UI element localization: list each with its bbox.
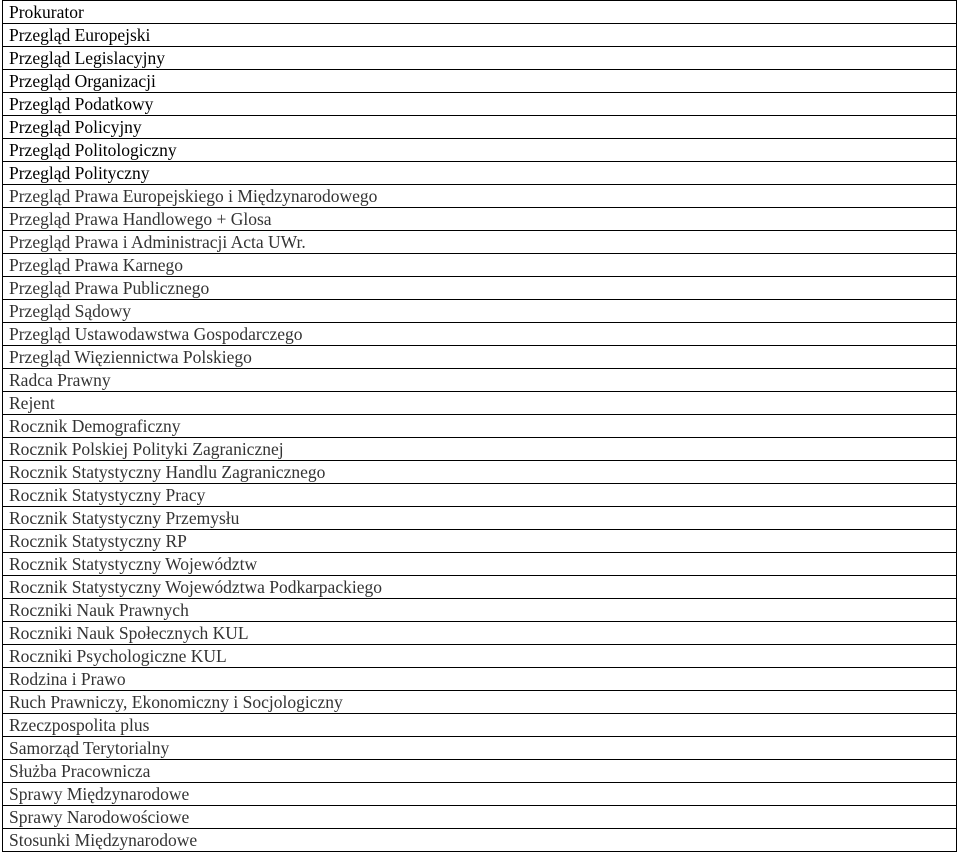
table-row bbox=[3, 277, 957, 300]
journal-cell: Rzeczpospolita plus bbox=[3, 714, 957, 737]
table-row bbox=[3, 185, 957, 208]
table-row bbox=[3, 829, 957, 852]
journal-list-table bbox=[2, 0, 957, 852]
table-row bbox=[3, 1, 957, 24]
table-row bbox=[3, 47, 957, 70]
journal-cell: Radca Prawny bbox=[3, 369, 957, 392]
journal-cell: Roczniki Psychologiczne KUL bbox=[3, 645, 957, 668]
journal-cell: Przegląd Więziennictwa Polskiego bbox=[3, 346, 957, 369]
journal-cell: Przegląd Prawa Handlowego + Glosa bbox=[3, 208, 957, 231]
table-row bbox=[3, 116, 957, 139]
journal-cell: Rocznik Statystyczny Województw bbox=[3, 553, 957, 576]
table-row bbox=[3, 507, 957, 530]
table-row bbox=[3, 139, 957, 162]
table-row bbox=[3, 24, 957, 47]
table-row bbox=[3, 714, 957, 737]
table-row bbox=[3, 208, 957, 231]
table-row bbox=[3, 484, 957, 507]
journal-cell: Przegląd Politologiczny bbox=[3, 139, 957, 162]
journal-cell: Rocznik Statystyczny Pracy bbox=[3, 484, 957, 507]
journal-cell: Ruch Prawniczy, Ekonomiczny i Socjologiczny bbox=[3, 691, 957, 714]
journal-cell: Przegląd Polityczny bbox=[3, 162, 957, 185]
table-row bbox=[3, 415, 957, 438]
journal-cell: Przegląd Legislacyjny bbox=[3, 47, 957, 70]
journal-cell: Rocznik Statystyczny Województwa Podkarpackiego bbox=[3, 576, 957, 599]
table-row bbox=[3, 231, 957, 254]
journal-cell: Przegląd Podatkowy bbox=[3, 93, 957, 116]
journal-cell: Prokurator bbox=[3, 1, 957, 24]
table-row bbox=[3, 576, 957, 599]
table-row bbox=[3, 760, 957, 783]
table-row bbox=[3, 300, 957, 323]
table-row bbox=[3, 93, 957, 116]
table-row bbox=[3, 691, 957, 714]
table-row bbox=[3, 461, 957, 484]
journal-cell: Przegląd Europejski bbox=[3, 24, 957, 47]
journal-cell: Roczniki Nauk Społecznych KUL bbox=[3, 622, 957, 645]
journal-cell: Roczniki Nauk Prawnych bbox=[3, 599, 957, 622]
journal-cell: Przegląd Ustawodawstwa Gospodarczego bbox=[3, 323, 957, 346]
table-row bbox=[3, 530, 957, 553]
table-row bbox=[3, 162, 957, 185]
table-row bbox=[3, 70, 957, 93]
table-row bbox=[3, 806, 957, 829]
journal-cell: Rocznik Statystyczny RP bbox=[3, 530, 957, 553]
table-row bbox=[3, 553, 957, 576]
table-row bbox=[3, 254, 957, 277]
table-row bbox=[3, 668, 957, 691]
journal-cell: Rocznik Polskiej Polityki Zagranicznej bbox=[3, 438, 957, 461]
journal-cell: Rejent bbox=[3, 392, 957, 415]
table-row bbox=[3, 622, 957, 645]
table-row bbox=[3, 645, 957, 668]
journal-cell: Rodzina i Prawo bbox=[3, 668, 957, 691]
journal-cell: Przegląd Policyjny bbox=[3, 116, 957, 139]
table-row bbox=[3, 392, 957, 415]
journal-cell: Przegląd Prawa Karnego bbox=[3, 254, 957, 277]
journal-cell: Przegląd Organizacji bbox=[3, 70, 957, 93]
journal-cell: Samorząd Terytorialny bbox=[3, 737, 957, 760]
table-row bbox=[3, 737, 957, 760]
table-row bbox=[3, 346, 957, 369]
journal-cell: Stosunki Międzynarodowe bbox=[3, 829, 957, 852]
journal-cell: Służba Pracownicza bbox=[3, 760, 957, 783]
table-row bbox=[3, 783, 957, 806]
table-row bbox=[3, 369, 957, 392]
journal-list-body bbox=[3, 1, 957, 852]
journal-cell: Rocznik Statystyczny Handlu Zagranicznego bbox=[3, 461, 957, 484]
journal-cell: Sprawy Narodowościowe bbox=[3, 806, 957, 829]
journal-cell: Przegląd Prawa Europejskiego i Międzynarodowego bbox=[3, 185, 957, 208]
journal-cell: Przegląd Sądowy bbox=[3, 300, 957, 323]
journal-cell: Przegląd Prawa Publicznego bbox=[3, 277, 957, 300]
table-row bbox=[3, 599, 957, 622]
journal-cell: Sprawy Międzynarodowe bbox=[3, 783, 957, 806]
table-row bbox=[3, 438, 957, 461]
journal-cell: Rocznik Demograficzny bbox=[3, 415, 957, 438]
journal-cell: Przegląd Prawa i Administracji Acta UWr. bbox=[3, 231, 957, 254]
journal-cell: Rocznik Statystyczny Przemysłu bbox=[3, 507, 957, 530]
table-row bbox=[3, 323, 957, 346]
